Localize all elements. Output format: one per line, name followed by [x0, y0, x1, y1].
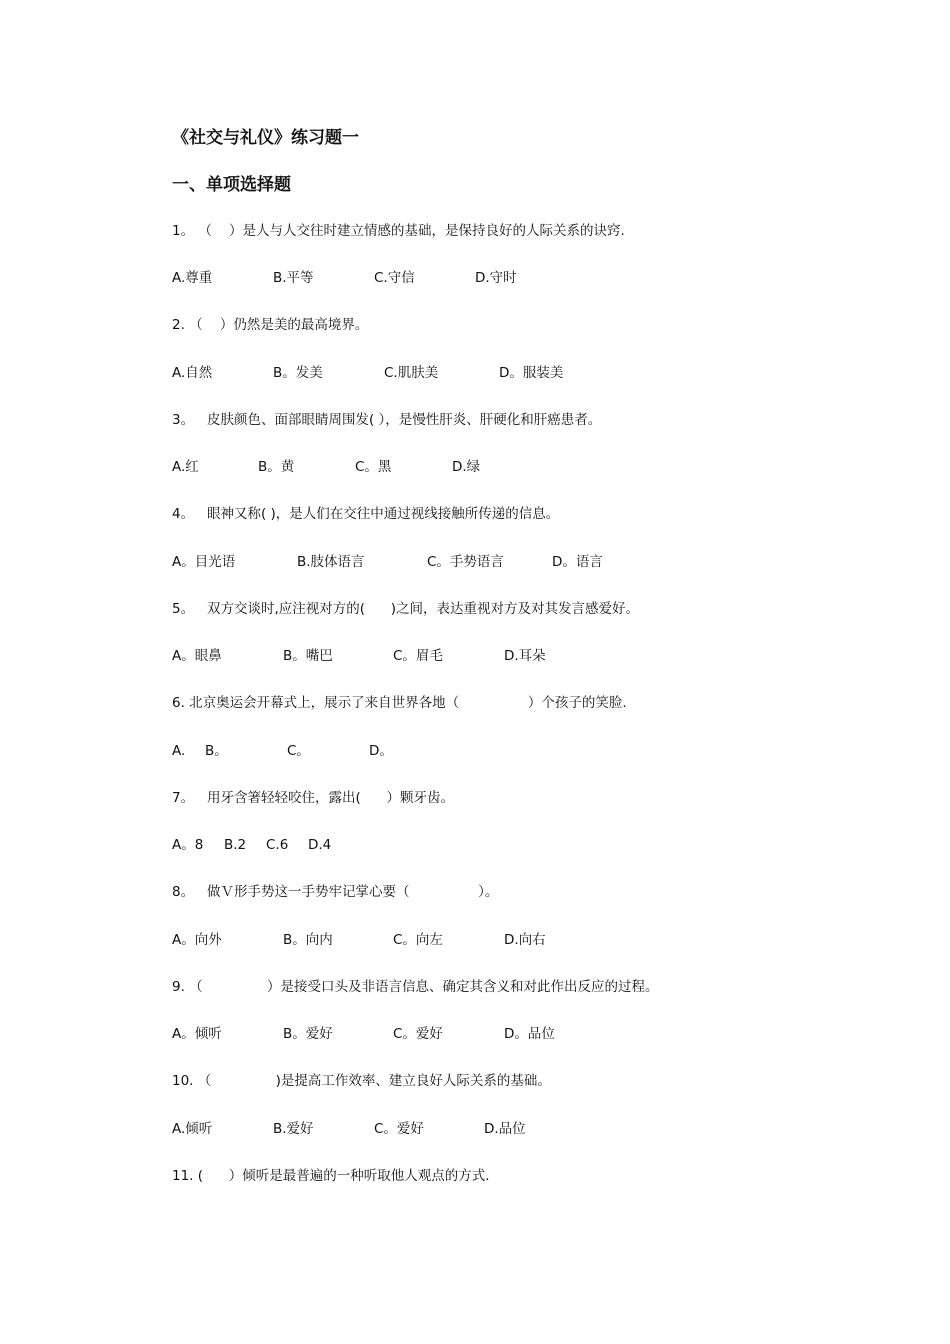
question-6-option-d: D。: [369, 743, 393, 759]
question-3-option-a: A.红: [172, 459, 199, 475]
question-8-option-b: B。向内: [283, 932, 333, 948]
question-9-option-c: C。爱好: [393, 1026, 443, 1042]
question-6-option-b: B。: [205, 743, 228, 759]
question-1-option-b: B.平等: [273, 270, 314, 286]
question-3-stem: 3。 皮肤颜色、面部眼睛周围发( ），是慢性肝炎、肝硬化和肝癌患者。: [172, 412, 602, 428]
question-3-option-b: B。黄: [258, 459, 295, 475]
question-9-option-b: B。爱好: [283, 1026, 333, 1042]
question-11-stem: 11. ( ）倾听是最普遍的一种听取他人观点的方式.: [172, 1168, 490, 1184]
question-4-option-b: B.肢体语言: [297, 554, 365, 570]
question-10-option-c: C。爱好: [374, 1121, 424, 1137]
question-5-option-d: D.耳朵: [504, 648, 546, 664]
question-9-option-d: D。品位: [504, 1026, 555, 1042]
question-7-option-c: C.6: [266, 837, 289, 853]
question-2-option-b: B。发美: [273, 365, 323, 381]
question-10-stem: 10. （ )是提高工作效率、建立良好人际关系的基础。: [172, 1073, 551, 1089]
question-3-option-c: C。黑: [355, 459, 392, 475]
question-8-stem: 8。 做Ｖ形手势这一手势牢记掌心要（ ）。: [172, 884, 499, 900]
question-4-option-d: D。语言: [552, 554, 603, 570]
question-9-stem: 9. （ ）是接受口头及非语言信息、确定其含义和对此作出反应的过程。: [172, 979, 659, 995]
question-5-option-a: A。眼鼻: [172, 648, 222, 664]
question-1-option-d: D.守时: [475, 270, 517, 286]
document-title: 《社交与礼仪》练习题一: [172, 128, 359, 148]
question-5-option-b: B。嘴巴: [283, 648, 333, 664]
question-4-stem: 4。 眼神又称( )，是人们在交往中通过视线接触所传递的信息。: [172, 506, 560, 522]
question-10-option-b: B.爱好: [273, 1121, 314, 1137]
question-8-option-a: A。向外: [172, 932, 222, 948]
question-7-option-a: A。8: [172, 837, 204, 853]
question-10-option-d: D.品位: [484, 1121, 526, 1137]
question-10-option-a: A.倾听: [172, 1121, 213, 1137]
question-2-option-a: A.自然: [172, 365, 213, 381]
question-7-option-b: B.2: [224, 837, 247, 853]
question-6-stem: 6. 北京奥运会开幕式上，展示了来自世界各地（ ）个孩子的笑脸.: [172, 695, 627, 711]
question-9-option-a: A。倾听: [172, 1026, 222, 1042]
question-1-option-a: A.尊重: [172, 270, 213, 286]
question-6-option-a: A.: [172, 743, 186, 759]
question-2-stem: 2. （ ）仍然是美的最高境界。: [172, 317, 369, 333]
question-1-stem: 1。 （ ）是人与人交往时建立情感的基础，是保持良好的人际关系的诀窍.: [172, 223, 625, 239]
question-4-option-a: A。目光语: [172, 554, 236, 570]
question-2-option-c: C.肌肤美: [384, 365, 439, 381]
question-8-option-c: C。向左: [393, 932, 443, 948]
question-5-stem: 5。 双方交谈时,应注视对方的( )之间，表达重视对方及对其发言感爱好。: [172, 601, 640, 617]
question-8-option-d: D.向右: [504, 932, 546, 948]
question-4-option-c: C。手势语言: [427, 554, 504, 570]
question-2-option-d: D。服装美: [499, 365, 564, 381]
section-heading: 一、单项选择题: [172, 175, 291, 195]
question-7-option-d: D.4: [308, 837, 332, 853]
question-6-option-c: C。: [287, 743, 310, 759]
question-3-option-d: D.绿: [452, 459, 481, 475]
question-7-stem: 7。 用牙含箸轻轻咬住，露出( ）颗牙齿。: [172, 790, 454, 806]
question-5-option-c: C。眉毛: [393, 648, 443, 664]
question-1-option-c: C.守信: [374, 270, 415, 286]
